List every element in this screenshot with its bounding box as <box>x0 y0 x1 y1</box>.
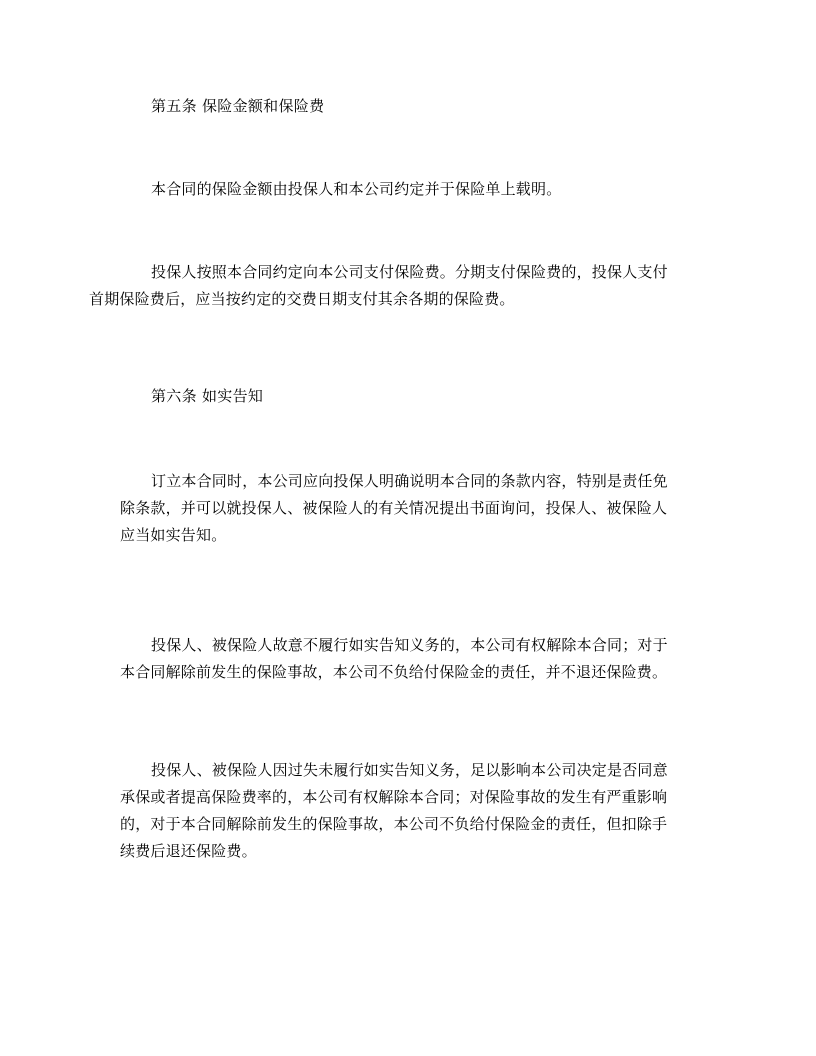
section-6-paragraph-2 <box>120 632 696 686</box>
text-line: 订立本合同时，本公司应向投保人明确说明本合同的条款内容，特别是责任免 <box>151 472 668 490</box>
text-line: 续费后退还保险费。 <box>120 842 257 860</box>
text-line: 第五条 保险金额和保险费 <box>151 97 325 115</box>
text-line: 的，对于本合同解除前发生的保险事故，本公司不负给付保险金的责任，但扣除手 <box>120 815 668 833</box>
section-5-heading <box>120 93 696 120</box>
section-6-paragraph-1 <box>120 468 696 549</box>
text-line: 承保或者提高保险费率的，本公司有权解除本合同；对保险事故的发生有严重影响 <box>120 788 668 806</box>
section-6-paragraph-3 <box>120 757 696 865</box>
text-line: 本合同的保险金额由投保人和本公司约定并于保险单上载明。 <box>151 180 562 198</box>
text-line: 投保人、被保险人因过失未履行如实告知义务，足以影响本公司决定是否同意 <box>151 761 668 779</box>
text-line: 首期保险费后，应当按约定的交费日期支付其余各期的保险费。 <box>89 290 515 308</box>
section-5-paragraph-2 <box>89 259 696 313</box>
text-line: 投保人按照本合同约定向本公司支付保险费。分期支付保险费的，投保人支付 <box>151 263 668 281</box>
text-line: 投保人、被保险人故意不履行如实告知义务的，本公司有权解除本合同；对于 <box>151 636 668 654</box>
section-5-paragraph-1 <box>120 176 696 203</box>
text-line: 除条款，并可以就投保人、被保险人的有关情况提出书面询问，投保人、被保险人 <box>120 499 668 517</box>
section-6-heading <box>120 383 696 410</box>
text-line: 第六条 如实告知 <box>151 387 264 405</box>
text-line: 本合同解除前发生的保险事故，本公司不负给付保险金的责任，并不退还保险费。 <box>120 663 668 681</box>
text-line: 应当如实告知。 <box>120 526 227 544</box>
